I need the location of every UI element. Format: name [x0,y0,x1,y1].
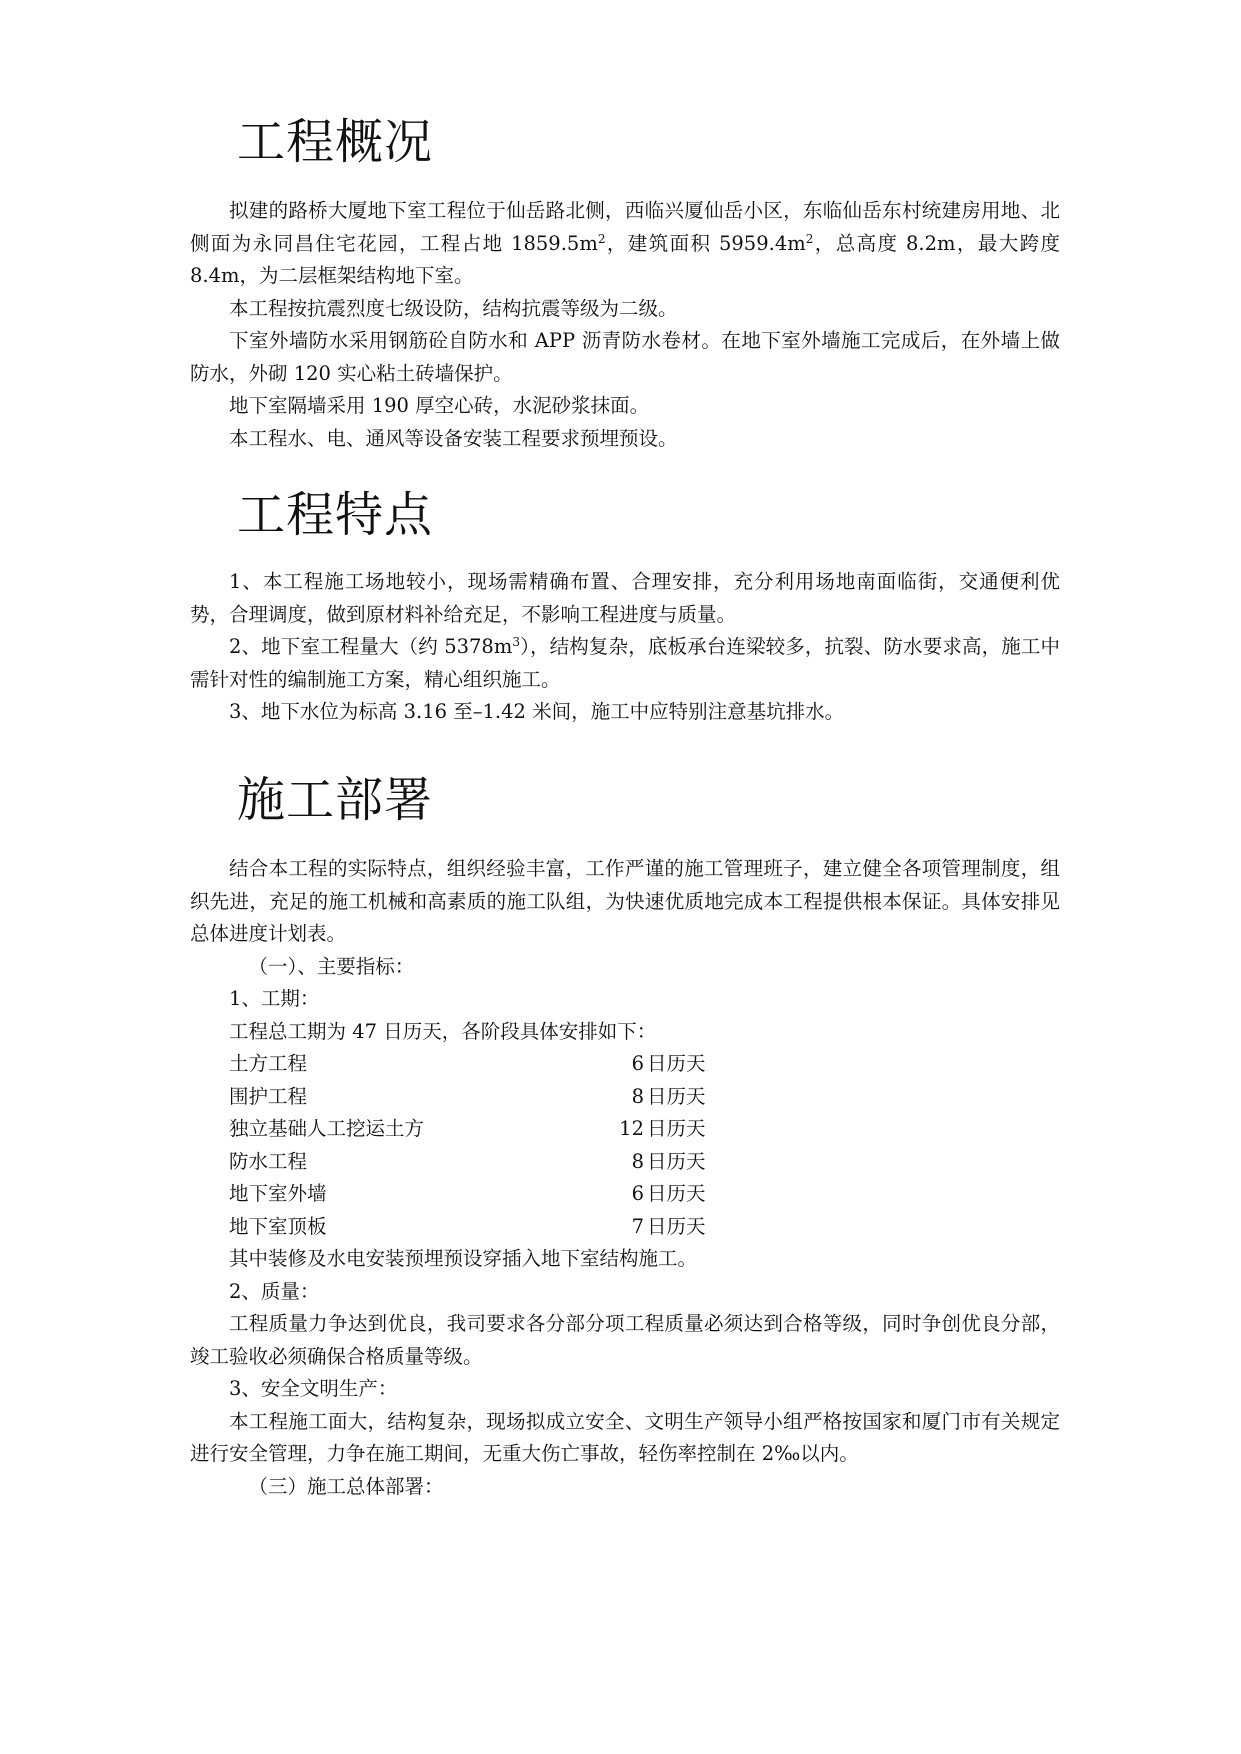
overall-deployment-heading: （三）施工总体部署： [248,1474,444,1498]
schedule-unit: 日历天 [647,1149,706,1173]
section-project-features [190,485,1060,729]
schedule-days: 6 [631,1182,644,1205]
paragraph: 下室外墙防水采用钢筋砼自防水和 APP 沥青防水卷材。在地下室外墙施工完成后，在外墙上做防水，外砌 120 实心粘土砖墙保护。 [190,329,1060,385]
section-project-overview [190,112,1060,455]
intro-paragraph: 结合本工程的实际特点，组织经验丰富，工作严谨的施工管理班子，建立健全各项管理制度，组织先进，充足的施工机械和高素质的施工队组，为快速优质地完成本工程提供根本保证。具体安排见总体进度计划表。 [190,857,1060,945]
paragraph: 本工程按抗震烈度七级设防，结构抗震等级为二级。 [229,296,678,320]
section-title: 工程特点 [237,487,434,543]
section-title: 工程概况 [237,114,434,170]
schedule-unit: 日历天 [647,1117,706,1140]
paragraph: 拟建的路桥大厦地下室工程位于仙岳路北侧，西临兴厦仙岳小区，东临仙岳东村统建房用地、北侧面为永同昌住宅花园，工程占地 $1859.5m^2$，建筑面积 $5959.4m^2$，总高度 8.2m，最大跨度 8.4m，为二层框架结构地下室。 [190,199,1061,287]
safety-heading: 3、安全文明生产： [229,1377,398,1400]
schedule-note: 其中装修及水电安装预埋预设穿插入地下室结构施工。 [229,1247,698,1270]
schedule-days: 7 [631,1214,644,1238]
schedule-table [190,1048,1060,1243]
paragraph: 2、地下室工程量大（约 $5378m^3$），结构复杂，底板承台连梁较多，抗裂、防水要求高，施工中需针对性的编制施工方案，精心组织施工。 [190,634,1060,691]
schedule-row [190,1146,1060,1179]
schedule-unit: 日历天 [647,1214,706,1238]
section-title: 施工部署 [237,772,434,828]
safety-paragraph: 本工程施工面大，结构复杂，现场拟成立安全、文明生产领导小组严格按国家和厦门市有关规定进行安全管理，力争在施工期间，无重大伤亡事故，轻伤率控制在 2‰以内。 [190,1409,1060,1465]
section-construction-deployment [190,770,1060,1503]
schedule-days: 8 [631,1149,644,1173]
schedule-row [190,1048,1060,1081]
paragraph: 1、本工程施工场地较小，现场需精确布置、合理安排，充分利用场地南面临街，交通便利优势，合理调度，做到原材料补给充足，不影响工程进度与质量。 [190,570,1060,626]
schedule-days: 6 [631,1052,644,1075]
quality-paragraph: 工程质量力争达到优良，我司要求各分部分项工程质量必须达到合格等级，同时争创优良分部，竣工验收必须确保合格质量等级。 [190,1312,1060,1368]
duration-total: 工程总工期为 47 日历天，各阶段具体安排如下： [229,1019,657,1043]
quality-heading: 2、质量： [229,1279,320,1303]
schedule-days: 12 [619,1117,644,1140]
indicators-heading: （一）、主要指标： [248,954,415,978]
schedule-row [190,1211,1060,1244]
duration-heading: 1、工期： [229,987,320,1010]
schedule-unit: 日历天 [647,1052,706,1075]
schedule-days: 8 [631,1084,644,1108]
schedule-row [190,1178,1060,1211]
section-body [190,566,1060,729]
schedule-row [190,1113,1060,1146]
paragraph: 地下室隔墙采用 190 厚空心砖，水泥砂浆抹面。 [229,394,650,417]
schedule-task: 独立基础人工挖运土方 [229,1117,425,1140]
schedule-task: 围护工程 [229,1084,308,1108]
schedule-unit: 日历天 [647,1182,706,1205]
schedule-unit: 日历天 [647,1084,706,1108]
schedule-task: 土方工程 [229,1052,308,1075]
schedule-row [190,1081,1060,1114]
section-body [190,195,1060,455]
paragraph: 3、地下水位为标高 3.16 至–1.42 米间，施工中应特别注意基坑排水。 [229,700,845,723]
section-body [190,853,1060,1503]
schedule-task: 地下室顶板 [229,1214,327,1238]
schedule-task: 地下室外墙 [229,1182,327,1205]
schedule-task: 防水工程 [229,1149,308,1173]
paragraph: 本工程水、电、通风等设备安装工程要求预埋预设。 [229,426,678,450]
